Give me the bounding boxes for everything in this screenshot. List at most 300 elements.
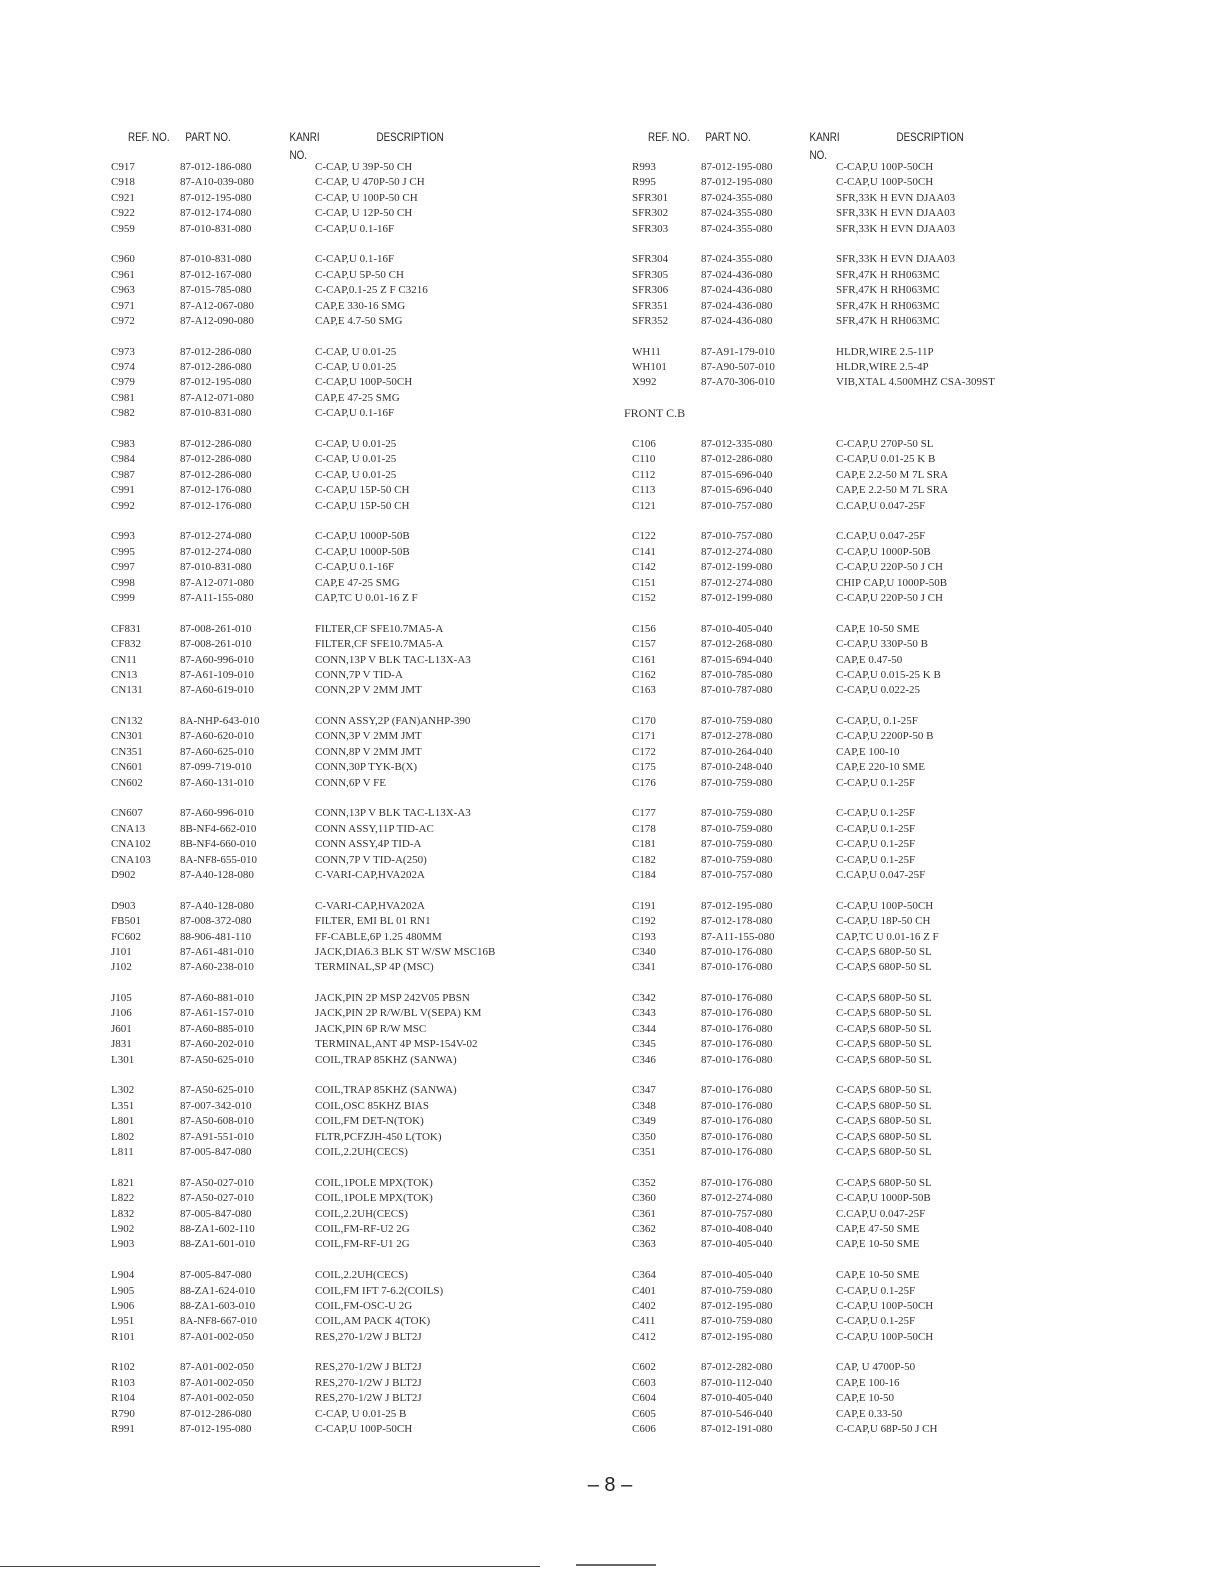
group-spacer — [624, 883, 1184, 898]
part-no: 87-024-436-080 — [701, 299, 773, 312]
description: CAP,E 10-50 — [836, 1392, 895, 1405]
ref-no: C918 — [111, 176, 135, 189]
part-row — [111, 160, 601, 175]
description: CAP, U 4700P-50 — [836, 1361, 916, 1374]
part-row — [624, 252, 1184, 267]
part-row — [624, 1314, 1184, 1329]
ref-no: C982 — [111, 407, 135, 420]
description: SFR,33K H EVN DJAA03 — [836, 253, 956, 266]
part-row — [111, 375, 601, 390]
part-no: 87-015-694-040 — [701, 653, 773, 666]
ref-no: C178 — [632, 822, 656, 835]
description: C-CAP,U 18P-50 CH — [836, 915, 931, 928]
description: COIL,FM-RF-U1 2G — [315, 1238, 410, 1251]
ref-no: C349 — [632, 1115, 656, 1128]
part-row — [624, 545, 1184, 560]
part-row — [624, 314, 1184, 329]
part-no: 87-024-355-080 — [701, 207, 773, 220]
ref-no: C972 — [111, 314, 135, 327]
part-row — [111, 945, 601, 960]
ref-no: C156 — [632, 622, 656, 635]
ref-no: L351 — [111, 1099, 135, 1112]
description: CHIP CAP,U 1000P-50B — [836, 576, 948, 589]
ref-no: C364 — [632, 1269, 656, 1282]
ref-no: C363 — [632, 1238, 656, 1251]
part-row — [624, 375, 1184, 390]
part-no: 87-010-176-080 — [701, 1038, 773, 1051]
ref-no: C347 — [632, 1084, 656, 1097]
part-row — [624, 960, 1184, 975]
ref-no: C350 — [632, 1130, 656, 1143]
part-row — [111, 1022, 601, 1037]
ref-no: C112 — [632, 468, 656, 481]
part-row — [624, 191, 1184, 206]
description: C-CAP,U 100P-50CH — [315, 1423, 413, 1436]
part-no: 87-012-195-080 — [701, 1330, 773, 1343]
ref-no: C999 — [111, 591, 135, 604]
part-row — [111, 314, 601, 329]
part-no: 87-010-831-080 — [180, 561, 252, 574]
description: C-CAP,S 680P-50 SL — [836, 992, 932, 1005]
description: SFR,47K H RH063MC — [836, 299, 940, 312]
part-row — [111, 391, 601, 406]
ref-no: C162 — [632, 668, 656, 681]
part-row — [111, 745, 601, 760]
part-no: 87-010-112-040 — [701, 1376, 773, 1389]
part-row — [111, 591, 601, 606]
part-row — [111, 1053, 601, 1068]
part-row — [624, 1407, 1184, 1422]
description: TERMINAL,SP 4P (MSC) — [315, 961, 434, 974]
part-row — [624, 1330, 1184, 1345]
part-row — [111, 868, 601, 883]
part-row — [111, 206, 601, 221]
description: COIL,FM-RF-U2 2G — [315, 1222, 410, 1235]
part-no: 87-A60-996-010 — [180, 653, 254, 666]
part-no: 88-ZA1-602-110 — [180, 1222, 255, 1235]
part-no: 87-010-408-040 — [701, 1222, 773, 1235]
description: JACK,PIN 6P R/W MSC — [315, 1022, 427, 1035]
description: C-CAP, U 0.01-25 — [315, 438, 397, 451]
part-no: 87-012-199-080 — [701, 561, 773, 574]
right-parts-column — [624, 160, 1184, 1437]
part-no: 88-ZA1-601-010 — [180, 1238, 256, 1251]
part-row — [624, 822, 1184, 837]
part-no: 87-099-719-010 — [180, 761, 252, 774]
part-row — [624, 1237, 1184, 1252]
part-no: 87-024-355-080 — [701, 222, 773, 235]
ref-no: R102 — [111, 1361, 135, 1374]
part-no: 87-A90-507-010 — [701, 361, 775, 374]
part-no: 87-012-274-080 — [180, 545, 252, 558]
part-no: 87-010-176-080 — [701, 961, 773, 974]
part-no: 8B-NF4-660-010 — [180, 838, 257, 851]
group-spacer — [111, 237, 601, 252]
part-row — [111, 545, 601, 560]
description: COIL,TRAP 85KHZ (SANWA) — [315, 1053, 457, 1066]
description: C-CAP, U 0.01-25 B — [315, 1407, 407, 1420]
part-no: 87-012-286-080 — [180, 345, 252, 358]
part-row — [624, 868, 1184, 883]
description: C-CAP, U 100P-50 CH — [315, 191, 418, 204]
part-row — [624, 1268, 1184, 1283]
description: COIL,1POLE MPX(TOK) — [315, 1176, 433, 1189]
part-no: 87-012-176-080 — [180, 484, 252, 497]
part-no: 87-010-176-080 — [701, 992, 773, 1005]
ref-no: J105 — [111, 992, 132, 1005]
part-no: 87-A91-179-010 — [701, 345, 775, 358]
description: C-VARI-CAP,HVA202A — [315, 899, 425, 912]
part-no: 87-012-195-080 — [701, 1299, 773, 1312]
part-row — [624, 560, 1184, 575]
ref-no: L906 — [111, 1299, 135, 1312]
part-row — [624, 1284, 1184, 1299]
description: C-CAP,U 2200P-50 B — [836, 730, 934, 743]
description: CAP,E 10-50 SME — [836, 1269, 920, 1282]
description: CAP,E 0.47-50 — [836, 653, 903, 666]
part-row — [624, 1114, 1184, 1129]
part-no: 87-A61-157-010 — [180, 1007, 254, 1020]
part-no: 87-A60-238-010 — [180, 961, 254, 974]
ref-no: CN607 — [111, 807, 143, 820]
description: C-CAP,U 68P-50 J CH — [836, 1423, 938, 1436]
ref-no: C170 — [632, 715, 656, 728]
description: FILTER,CF SFE10.7MA5-A — [315, 622, 444, 635]
part-no: 8A-NHP-643-010 — [180, 715, 260, 728]
ref-no: C995 — [111, 545, 135, 558]
part-no: 87-010-176-080 — [701, 1099, 773, 1112]
ref-no: R104 — [111, 1392, 135, 1405]
ref-no: C352 — [632, 1176, 656, 1189]
part-no: 87-012-195-080 — [701, 176, 773, 189]
part-no: 87-010-176-080 — [701, 1007, 773, 1020]
ref-no: SFR302 — [632, 207, 669, 220]
description: C-CAP, U 0.01-25 — [315, 453, 397, 466]
description: COIL,FM IFT 7-6.2(COILS) — [315, 1284, 444, 1297]
ref-no: R103 — [111, 1376, 135, 1389]
part-row — [111, 653, 601, 668]
ref-no: R790 — [111, 1407, 135, 1420]
group-spacer — [624, 699, 1184, 714]
description: CONN,7P V TID-A — [315, 668, 403, 681]
ref-no: SFR306 — [632, 284, 669, 297]
ref-no: C171 — [632, 730, 656, 743]
description: SFR,47K H RH063MC — [836, 268, 940, 281]
header-kanri: KANRI — [289, 130, 320, 144]
part-row — [111, 560, 601, 575]
description: RES,270-1/2W J BLT2J — [315, 1376, 422, 1389]
part-row — [624, 1083, 1184, 1098]
part-row — [624, 222, 1184, 237]
header-kanri-no: NO. — [289, 148, 308, 162]
part-no: 87-012-286-080 — [701, 453, 773, 466]
description: CAP,E 2.2-50 M 7L SRA — [836, 484, 949, 497]
part-row — [624, 452, 1184, 467]
header-ref-no: REF. NO. — [648, 130, 690, 144]
part-no: 87-A40-128-080 — [180, 899, 254, 912]
part-row — [111, 837, 601, 852]
ref-no: C340 — [632, 945, 656, 958]
group-spacer — [624, 976, 1184, 991]
group-spacer — [111, 699, 601, 714]
ref-no: CNA103 — [111, 853, 151, 866]
part-no: 87-A60-881-010 — [180, 992, 254, 1005]
description: C-CAP,U 0.01-25 K B — [836, 453, 936, 466]
part-no: 87-A50-027-010 — [180, 1176, 254, 1189]
description: CONN ASSY,4P TID-A — [315, 838, 422, 851]
part-row — [111, 930, 601, 945]
part-row — [111, 437, 601, 452]
part-row — [624, 853, 1184, 868]
ref-no: C176 — [632, 776, 656, 789]
part-row — [111, 806, 601, 821]
ref-no: C997 — [111, 561, 135, 574]
part-no: 87-010-757-080 — [701, 868, 773, 881]
ref-no: J101 — [111, 945, 132, 958]
ref-no: C344 — [632, 1022, 656, 1035]
part-row — [111, 914, 601, 929]
part-no: 87-008-372-080 — [180, 915, 252, 928]
ref-no: C141 — [632, 545, 656, 558]
part-no: 87-012-195-080 — [180, 1423, 252, 1436]
description: C-CAP, U 0.01-25 — [315, 468, 397, 481]
ref-no: L821 — [111, 1176, 135, 1189]
description: SFR,47K H RH063MC — [836, 314, 940, 327]
part-no: 87-010-759-080 — [701, 1284, 773, 1297]
part-no: 87-010-831-080 — [180, 222, 252, 235]
description: CAP,E 330-16 SMG — [315, 299, 406, 312]
part-no: 87-A50-027-010 — [180, 1192, 254, 1205]
description: CONN,6P V FE — [315, 776, 387, 789]
part-row — [624, 360, 1184, 375]
part-row — [111, 1391, 601, 1406]
part-no: 87-012-274-080 — [701, 1192, 773, 1205]
ref-no: J831 — [111, 1038, 132, 1051]
part-no: 87-015-696-040 — [701, 484, 773, 497]
group-spacer — [111, 1345, 601, 1360]
part-no: 87-010-759-080 — [701, 715, 773, 728]
part-row — [111, 683, 601, 698]
part-no: 87-012-268-080 — [701, 638, 773, 651]
part-row — [111, 760, 601, 775]
part-row — [111, 1083, 601, 1098]
part-row — [111, 899, 601, 914]
part-row — [624, 714, 1184, 729]
ref-no: C602 — [632, 1361, 656, 1374]
description: C.CAP,U 0.047-25F — [836, 499, 926, 512]
part-no: 8B-NF4-662-010 — [180, 822, 257, 835]
part-row — [624, 837, 1184, 852]
ref-no: CF831 — [111, 622, 141, 635]
section-heading — [624, 406, 1184, 421]
group-spacer — [111, 1068, 601, 1083]
part-no: 87-012-286-080 — [180, 468, 252, 481]
ref-no: C971 — [111, 299, 135, 312]
part-row — [111, 1299, 601, 1314]
part-row — [111, 406, 601, 421]
part-no: 87-010-405-040 — [701, 622, 773, 635]
description: C-CAP,S 680P-50 SL — [836, 1038, 932, 1051]
description: COIL,2.2UH(CECS) — [315, 1146, 408, 1158]
description: JACK,PIN 2P R/W/BL V(SEPA) KM — [315, 1007, 482, 1020]
description: C-CAP,U 15P-50 CH — [315, 484, 410, 497]
part-row — [111, 1422, 601, 1437]
part-row — [111, 1099, 601, 1114]
ref-no: C360 — [632, 1192, 656, 1205]
ref-no: CN301 — [111, 730, 143, 743]
part-no: 87-010-785-080 — [701, 668, 773, 681]
part-no: 87-012-178-080 — [701, 915, 773, 928]
ref-no: C973 — [111, 345, 135, 358]
part-no: 87-A50-608-010 — [180, 1115, 254, 1128]
header-ref-no: REF. NO. — [128, 130, 170, 144]
ref-no: J601 — [111, 1022, 132, 1035]
ref-no: J106 — [111, 1007, 132, 1020]
group-spacer — [111, 329, 601, 344]
part-no: 87-A12-071-080 — [180, 391, 254, 404]
part-row — [111, 1176, 601, 1191]
description: CAP,E 0.33-50 — [836, 1407, 903, 1420]
ref-no: CN132 — [111, 715, 143, 728]
part-row — [111, 468, 601, 483]
part-no: 87-A91-551-010 — [180, 1130, 254, 1143]
part-row — [111, 1376, 601, 1391]
part-row — [624, 1145, 1184, 1160]
description: SFR,47K H RH063MC — [836, 284, 940, 297]
description: C-CAP,S 680P-50 SL — [836, 1022, 932, 1035]
part-row — [624, 1222, 1184, 1237]
part-no: 87-010-757-080 — [701, 530, 773, 543]
part-no: 87-A11-155-080 — [701, 930, 775, 943]
description: SFR,33K H EVN DJAA03 — [836, 191, 956, 204]
description: C-CAP,U 0.1-16F — [315, 222, 395, 235]
part-no: 87-A60-619-010 — [180, 684, 254, 697]
description: C-CAP,U 1000P-50B — [836, 1192, 931, 1205]
part-row — [624, 1130, 1184, 1145]
ref-no: C361 — [632, 1207, 656, 1220]
description: CONN,30P TYK-B(X) — [315, 761, 418, 774]
part-no: 87-A11-155-080 — [180, 591, 254, 604]
description: C-CAP,U 0.1-25F — [836, 807, 916, 820]
group-spacer — [624, 422, 1184, 437]
part-no: 87-012-176-080 — [180, 499, 252, 512]
description: C-CAP,S 680P-50 SL — [836, 1007, 932, 1020]
part-no: 87-010-176-080 — [701, 1130, 773, 1143]
part-row — [111, 1207, 601, 1222]
part-row — [624, 1022, 1184, 1037]
description: COIL,2.2UH(CECS) — [315, 1207, 408, 1220]
part-row — [624, 437, 1184, 452]
part-no: 87-012-274-080 — [701, 545, 773, 558]
section-title: FRONT C.B — [624, 406, 686, 421]
description: CAP,TC U 0.01-16 Z F — [315, 591, 418, 604]
part-no: 87-015-696-040 — [701, 468, 773, 481]
part-row — [624, 1207, 1184, 1222]
part-row — [624, 1037, 1184, 1052]
part-no: 87-010-405-040 — [701, 1269, 773, 1282]
part-row — [111, 345, 601, 360]
ref-no: D903 — [111, 899, 136, 912]
part-row — [624, 1099, 1184, 1114]
ref-no: L904 — [111, 1269, 135, 1282]
group-spacer — [111, 606, 601, 621]
ref-no: C151 — [632, 576, 656, 589]
part-row — [624, 683, 1184, 698]
part-row — [624, 1391, 1184, 1406]
part-row — [624, 529, 1184, 544]
ref-no: C192 — [632, 915, 656, 928]
description: RES,270-1/2W J BLT2J — [315, 1361, 422, 1374]
part-row — [111, 776, 601, 791]
description: C-CAP,S 680P-50 SL — [836, 1176, 932, 1189]
description: CONN,13P V BLK TAC-L13X-A3 — [315, 807, 471, 820]
description: C-CAP,U 100P-50CH — [836, 176, 934, 189]
ref-no: C987 — [111, 468, 135, 481]
ref-no: CN601 — [111, 761, 143, 774]
part-no: 87-024-436-080 — [701, 314, 773, 327]
description: CAP,TC U 0.01-16 Z F — [836, 930, 939, 943]
part-no: 87-010-176-080 — [701, 1176, 773, 1189]
ref-no: C922 — [111, 207, 135, 220]
description: C-CAP,U 100P-50CH — [836, 161, 934, 173]
group-spacer — [111, 514, 601, 529]
part-row — [624, 1360, 1184, 1375]
part-no: 87-A60-625-010 — [180, 745, 254, 758]
part-row — [111, 1145, 601, 1160]
description: C-CAP,0.1-25 Z F C3216 — [315, 284, 428, 297]
part-row — [111, 252, 601, 267]
part-no: 87-010-759-080 — [701, 776, 773, 789]
description: FILTER,CF SFE10.7MA5-A — [315, 638, 444, 651]
ref-no: C605 — [632, 1407, 656, 1420]
description: C-CAP,U 15P-50 CH — [315, 499, 410, 512]
description: FILTER, EMI BL 01 RN1 — [315, 915, 431, 928]
part-no: 87-012-286-080 — [180, 438, 252, 451]
part-row — [111, 1360, 601, 1375]
group-spacer — [111, 1160, 601, 1175]
part-row — [111, 1114, 601, 1129]
description: COIL,OSC 85KHZ BIAS — [315, 1099, 429, 1112]
group-spacer — [624, 1345, 1184, 1360]
header-part-no: PART NO. — [705, 130, 751, 144]
ref-no: C110 — [632, 453, 656, 466]
ref-no: L905 — [111, 1284, 135, 1297]
part-row — [624, 729, 1184, 744]
part-row — [111, 191, 601, 206]
part-no: 87-A01-002-050 — [180, 1376, 254, 1389]
description: FLTR,PCFZJH-450 L(TOK) — [315, 1130, 442, 1143]
part-no: 87-012-195-080 — [701, 161, 773, 173]
description: CAP,E 47-50 SME — [836, 1222, 920, 1235]
part-no: 87-010-405-040 — [701, 1392, 773, 1405]
ref-no: FB501 — [111, 915, 141, 928]
part-row — [624, 653, 1184, 668]
description: C-CAP,U 1000P-50B — [315, 545, 410, 558]
part-row — [111, 222, 601, 237]
ref-no: CNA102 — [111, 838, 151, 851]
description: C-CAP,U 220P-50 J CH — [836, 561, 943, 574]
ref-no: C177 — [632, 807, 656, 820]
part-no: 87-010-787-080 — [701, 684, 773, 697]
part-no: 87-005-847-080 — [180, 1146, 252, 1158]
ref-no: C122 — [632, 530, 656, 543]
description: C-CAP,U 100P-50CH — [836, 899, 934, 912]
group-spacer — [624, 606, 1184, 621]
ref-no: C917 — [111, 161, 135, 173]
part-no: 87-012-286-080 — [180, 453, 252, 466]
description: SFR,33K H EVN DJAA03 — [836, 222, 956, 235]
part-no: 87-010-176-080 — [701, 1146, 773, 1158]
